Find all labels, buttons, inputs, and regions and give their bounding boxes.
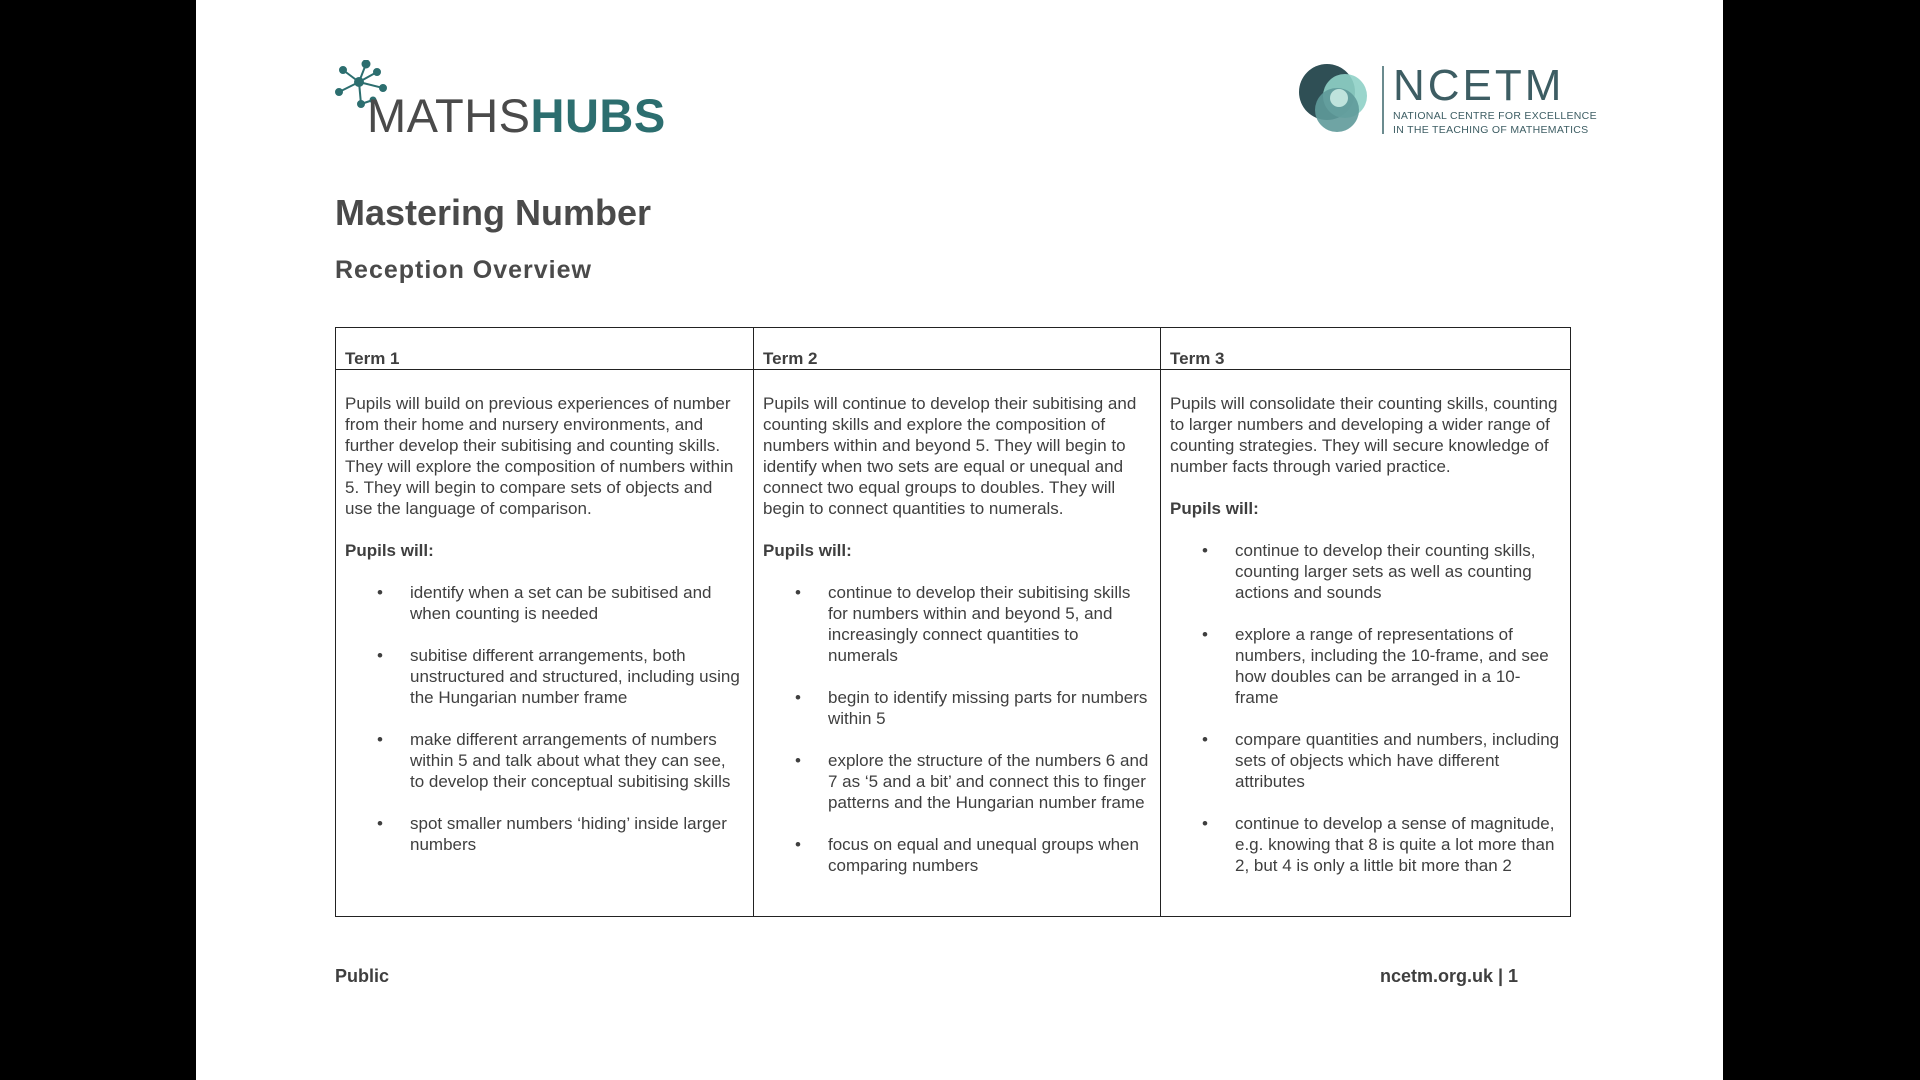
ncetm-wordmark: NCETM — [1393, 61, 1565, 110]
list-item: • explore the structure of the numbers 6 and 7 as ‘5 and a bit’ and connect this to finger patterns and the Hungarian number frame — [828, 750, 1150, 813]
ncetm-tagline-2: IN THE TEACHING OF MATHEMATICS — [1393, 124, 1589, 136]
ncetm-circles-icon — [1295, 62, 1380, 142]
footer-site-page: ncetm.org.uk | 1 — [1380, 966, 1519, 986]
term-column-1 — [336, 328, 753, 916]
list-item: • compare quantities and numbers, including sets of objects which have different attributes — [1235, 729, 1560, 792]
list-item: • subitise different arrangements, both unstructured and structured, including using the Hungarian number frame — [410, 645, 743, 708]
list-item: • identify when a set can be subitised and when counting is needed — [410, 582, 743, 624]
term-intro: Pupils will continue to develop their subitising and counting skills and explore the composition of numbers within and beyond 5. They will begin to identify when two sets are equal or unequal and connect two equal groups to doubles. They will begin to connect quantities to numerals. — [763, 394, 1137, 518]
terms-table — [335, 327, 1571, 917]
objectives-list — [345, 582, 743, 855]
list-item: • continue to develop a sense of magnitude, e.g. knowing that 8 is quite a lot more than 2, but 4 is only a little bit more than 2 — [1235, 813, 1560, 876]
ncetm-logo — [1295, 61, 1597, 142]
term-heading: Term 2 — [754, 328, 1160, 370]
list-item: • spot smaller numbers ‘hiding’ inside larger numbers — [410, 813, 743, 855]
term-intro: Pupils will consolidate their counting skills, counting to larger numbers and developing a wider range of counting strategies. They will secure knowledge of number facts through varied practice. — [1170, 394, 1558, 476]
list-item: • continue to develop their subitising skills for numbers within and beyond 5, and increasingly connect quantities to numerals — [828, 582, 1150, 666]
list-item: • continue to develop their counting skills, counting larger sets as well as counting actions and sounds — [1235, 540, 1560, 603]
term-body — [336, 370, 753, 855]
term-column-2 — [753, 328, 1160, 916]
list-item: • focus on equal and unequal groups when comparing numbers — [828, 834, 1150, 876]
document-subtitle: Reception Overview — [335, 256, 592, 284]
list-item: • explore a range of representations of numbers, including the 10-frame, and see how doubles can be arranged in a 10-frame — [1235, 624, 1560, 708]
ncetm-tagline-1: NATIONAL CENTRE FOR EXCELLENCE — [1393, 110, 1597, 122]
term-heading: Term 3 — [1161, 328, 1570, 370]
objectives-list — [1170, 540, 1560, 876]
term-intro: Pupils will build on previous experiences of number from their home and nursery environments, and further develop their subitising and counting skills. They will explore the composition of numbers within 5. They will begin to compare sets of objects and use the language of comparison. — [345, 394, 734, 518]
ncetm-divider — [1382, 66, 1384, 134]
pupils-will-label: Pupils will: — [1170, 499, 1259, 518]
pupils-will-label: Pupils will: — [345, 541, 434, 560]
list-item: • make different arrangements of numbers within 5 and talk about what they can see, to develop their conceptual subitising skills — [410, 729, 743, 792]
maths-hubs-logo — [333, 60, 666, 142]
term-heading: Term 1 — [336, 328, 753, 370]
objectives-list — [763, 582, 1150, 876]
maths-hubs-wordmark: MATHSHUBS — [367, 89, 666, 142]
document-title: Mastering Number — [335, 192, 652, 233]
term-body — [1161, 370, 1570, 876]
document-page — [196, 0, 1723, 1080]
list-item: • begin to identify missing parts for numbers within 5 — [828, 687, 1150, 729]
term-column-3 — [1160, 328, 1570, 916]
footer-classification: Public — [335, 966, 390, 986]
pupils-will-label: Pupils will: — [763, 541, 852, 560]
term-body — [754, 370, 1160, 876]
